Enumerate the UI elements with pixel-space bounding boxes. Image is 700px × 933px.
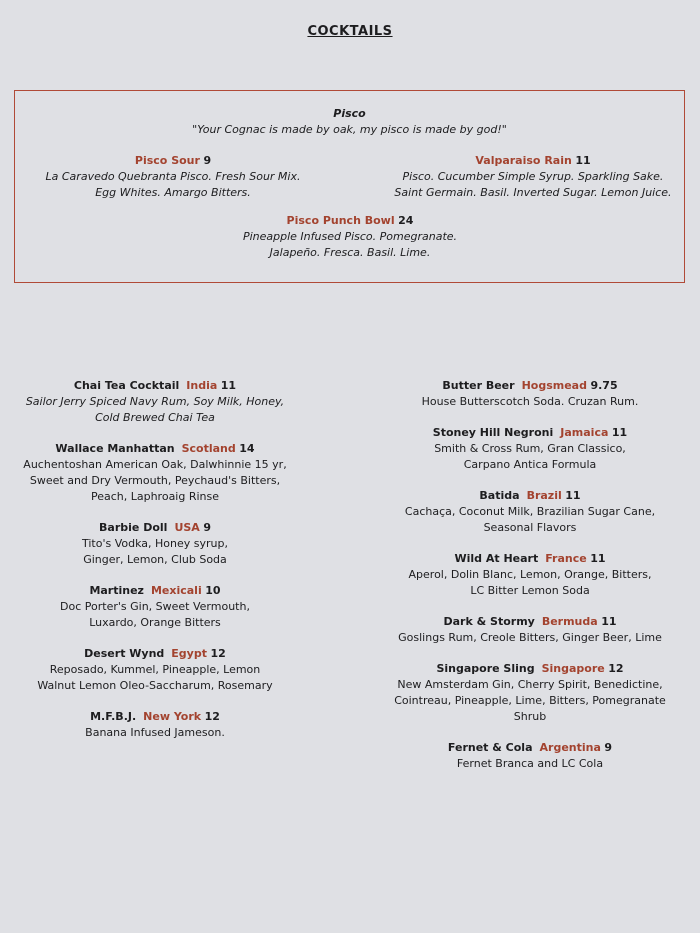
item-origin: Hogsmead	[521, 379, 587, 392]
item-price: 11	[590, 552, 606, 565]
item-price: 12	[608, 662, 624, 675]
cocktail-item	[380, 378, 680, 410]
item-name: Pisco Punch Bowl	[286, 214, 395, 227]
item-price: 11	[565, 489, 581, 502]
item-origin: Bermuda	[541, 615, 598, 628]
pisco-heading: Pisco	[333, 107, 366, 120]
pisco-item	[383, 153, 683, 201]
item-name: Chai Tea Cocktail	[73, 379, 180, 392]
item-price: 12	[204, 710, 220, 723]
item-description: Pisco. Cucumber Simple Syrup. Sparkling Sake.	[402, 170, 664, 183]
item-name: Wild At Heart	[454, 552, 539, 565]
cocktail-item	[380, 740, 680, 772]
item-origin: Jamaica	[560, 426, 609, 439]
item-price: 9	[203, 521, 211, 534]
item-description: Doc Porter's Gin, Sweet Vermouth, Luxardo, Orange Bitters	[60, 600, 250, 629]
item-price: 11	[575, 154, 591, 167]
left-cocktail-column	[10, 378, 300, 756]
item-price: 9	[203, 154, 212, 167]
item-description: Smith & Cross Rum, Gran Classico, Carpano Antica Formula	[434, 442, 626, 471]
item-origin: New York	[143, 710, 202, 723]
item-name: Stoney Hill Negroni	[432, 426, 554, 439]
item-description: Fernet Branca and LC Cola	[456, 757, 604, 770]
item-description: Tito's Vodka, Honey syrup, Ginger, Lemon, Club Soda	[82, 537, 228, 566]
item-origin: Mexicali	[150, 584, 202, 597]
item-description: La Caravedo Quebranta Pisco. Fresh Sour Mix.	[45, 170, 301, 183]
page-title: COCKTAILS	[307, 24, 393, 39]
item-description: Cachaça, Coconut Milk, Brazilian Sugar Cane, Seasonal Flavors	[404, 505, 656, 534]
item-description: Egg Whites. Amargo Bitters.	[95, 186, 251, 199]
item-description: Pineapple Infused Pisco. Pomegranate.	[242, 230, 458, 243]
item-name: Dark & Stormy	[443, 615, 535, 628]
item-name: Fernet & Cola	[447, 741, 533, 754]
item-name: Butter Beer	[442, 379, 515, 392]
item-price: 12	[210, 647, 226, 660]
item-price: 10	[205, 584, 221, 597]
item-price: 9	[604, 741, 613, 754]
item-description: Sailor Jerry Spiced Navy Rum, Soy Milk, Honey, Cold Brewed Chai Tea	[25, 395, 285, 424]
cocktail-item	[380, 425, 680, 473]
cocktail-item	[10, 378, 300, 426]
item-origin: Singapore	[541, 662, 605, 675]
item-origin: Egypt	[171, 647, 207, 660]
item-origin: Scotland	[181, 442, 236, 455]
cocktail-item	[10, 520, 300, 568]
cocktail-item	[10, 646, 300, 694]
item-name: Desert Wynd	[84, 647, 165, 660]
cocktail-item	[380, 488, 680, 536]
item-description: Auchentoshan American Oak, Dalwhinnie 15 yr, Sweet and Dry Vermouth, Peychaud's Bitters, Peach, Laphroaig Rinse	[23, 458, 287, 503]
item-price: 9.75	[590, 379, 618, 392]
cocktail-item	[380, 661, 680, 725]
item-description: Reposado, Kummel, Pineapple, Lemon Walnut Lemon Oleo-Saccharum, Rosemary	[37, 663, 273, 692]
item-name: Valparaiso Rain	[475, 154, 572, 167]
item-origin: India	[186, 379, 218, 392]
item-name: Pisco Sour	[134, 154, 200, 167]
item-origin: France	[545, 552, 587, 565]
item-price: 11	[601, 615, 617, 628]
item-price: 24	[398, 214, 414, 227]
pisco-quote: "Your Cognac is made by oak, my pisco is made by god!"	[192, 123, 507, 136]
item-name: Barbie Doll	[99, 521, 168, 534]
item-description: Aperol, Dolin Blanc, Lemon, Orange, Bitters, LC Bitter Lemon Soda	[408, 568, 652, 597]
right-cocktail-column	[380, 378, 680, 787]
item-description: Jalapeño. Fresca. Basil. Lime.	[269, 246, 431, 259]
item-price: 11	[220, 379, 237, 392]
item-description: Goslings Rum, Creole Bitters, Ginger Beer, Lime	[398, 631, 662, 644]
item-price: 11	[611, 426, 628, 439]
item-origin: Brazil	[526, 489, 562, 502]
cocktail-item	[380, 551, 680, 599]
item-name: Batida	[479, 489, 520, 502]
cocktail-item	[380, 614, 680, 646]
item-description: New Amsterdam Gin, Cherry Spirit, Benedictine, Cointreau, Pineapple, Lime, Bitters, Pomegranate Shrub	[394, 678, 666, 723]
pisco-item	[200, 213, 500, 261]
pisco-section	[14, 90, 685, 283]
cocktail-item	[10, 709, 300, 741]
cocktail-item	[10, 583, 300, 631]
item-name: M.F.B.J.	[90, 710, 137, 723]
item-description: Banana Infused Jameson.	[85, 726, 225, 739]
item-name: Martinez	[89, 584, 144, 597]
item-price: 14	[239, 442, 255, 455]
item-name: Wallace Manhattan	[55, 442, 175, 455]
item-origin: USA	[174, 521, 200, 534]
item-name: Singapore Sling	[436, 662, 535, 675]
pisco-item	[43, 153, 303, 201]
item-description: Saint Germain. Basil. Inverted Sugar. Lemon Juice.	[394, 186, 672, 199]
item-description: House Butterscotch Soda. Cruzan Rum.	[421, 395, 639, 408]
item-origin: Argentina	[539, 741, 601, 754]
cocktail-item	[10, 441, 300, 505]
